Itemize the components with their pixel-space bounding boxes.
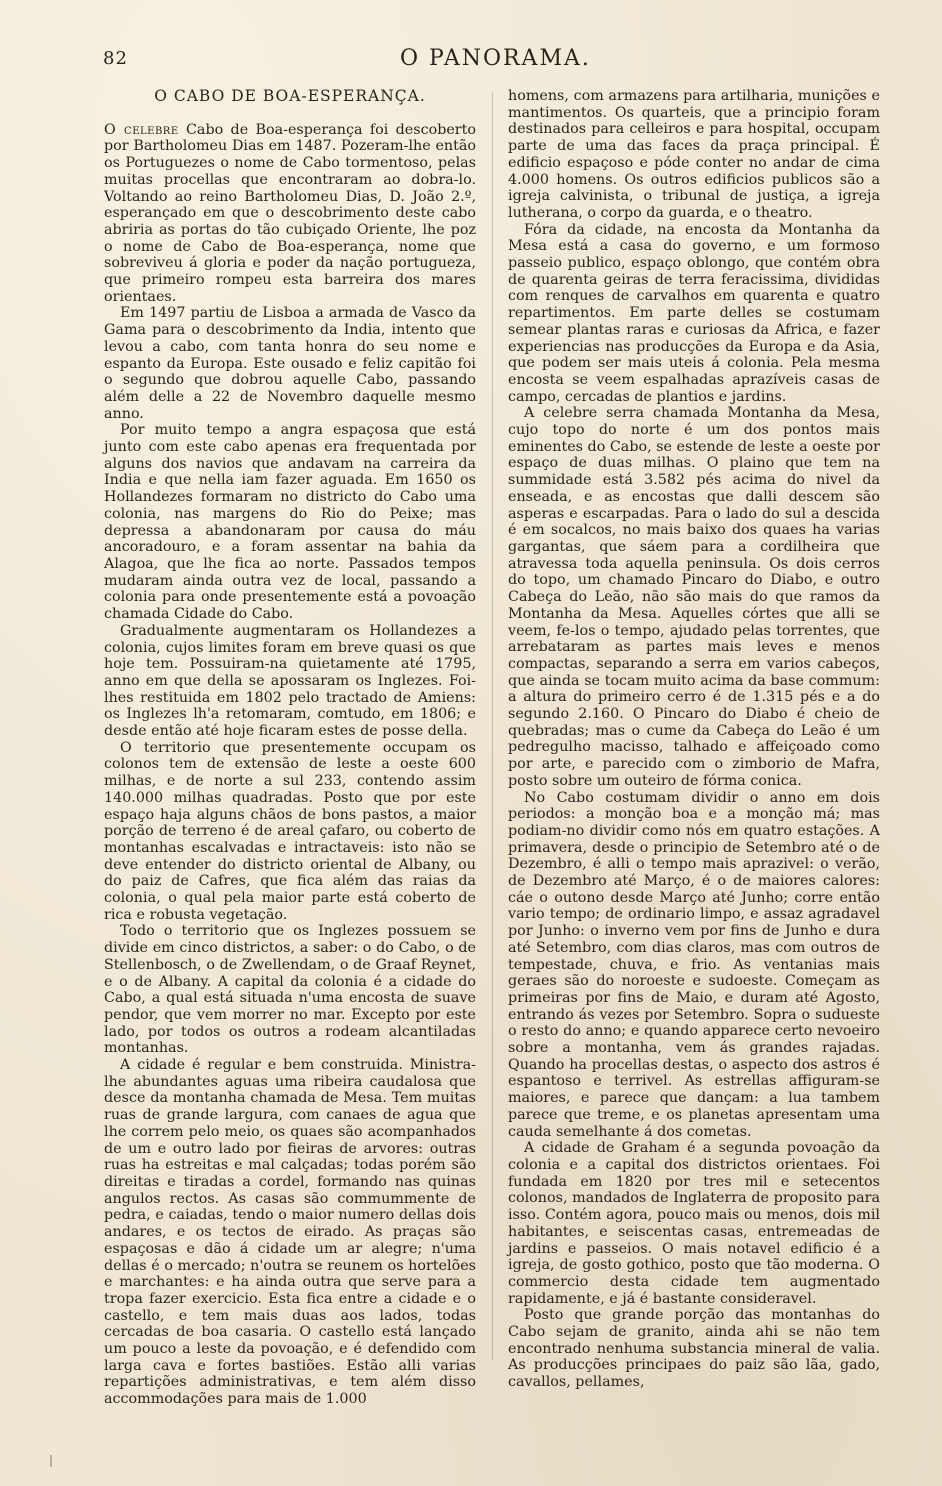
paragraph-text: Cabo de Boa-esperança foi descoberto por Bartholomeu Dias em 1487. Pozeram-lhe então os Portuguezes o nome de Cabo tormentoso, pelas muitas procellas que encontraram ao dobra-lo. Voltando ao reino Bartholomeu Dias, D. João 2.º, esperançado em que o descobrimento deste cabo abriria as portas do tão cubiçado Oriente, lhe poz o nome de Cabo de Boa-esperança, nome que sobreviveu á gloria e poder da nação portugueza, que primeiro rompeu esta barreira dos mares orientaes.	[104, 121, 476, 305]
paragraph: Gradualmente augmentaram os Hollandezes a colonia, cujos limites foram em breve quasi os que hoje tem. Possuiram-na quietamente até 1795, anno em que della se apossaram os Inglezes. Foi-lhes restituida em 1802 pelo tractado de Amiens: os Inglezes lh'a retomaram, comtudo, em 1806; e desde então até hoje ficaram estes de posse della.	[104, 622, 476, 740]
paragraph: A celebre serra chamada Montanha da Mesa, cujo topo do norte é um dos pontos mais eminentes do Cabo, se estende de leste a oeste por espaço de duas milhas. O plaino que tem na summidade está 3.582 pés acima do nivel da enseada, e as encostas que dalli descem são asperas e escarpadas. Para o lado do sul a descida é em socalcos, no mais baixo dos quaes ha varias gargantas, que sáem para a cordilheira que atravessa toda aquella peninsula. Os dois cerros do topo, um chamado Pincaro do Diabo, e outro Cabeça do Leão, não são mais do que ramos da Montanha da Mesa. Aquelles córtes que alli se veem, fe-los o tempo, ajudado pelas torrentes, que arrebataram as partes mais leves e menos compactas, separando a serra em varios cabeços, que ainda se tocam muito acima da base commum: a altura do primeiro cerro é de 1.315 pés e a do segundo 2.160. O Pincaro do Diabo é cheio de quebradas; mas o cume da Cabeça do Leão é um pedregulho macisso, talhado e affeiçoado como por arte, e parecido com o zimborio de Mafra, posto sobre um outeiro de fórma conica.	[508, 405, 880, 789]
paragraph: Fóra da cidade, na encosta da Montanha da Mesa está a casa do governo, e um formoso passeio publico, espaço oblongo, que contém obra de quarenta geiras de terra feracissima, divididas com renques de carvalhos em quarenta e quatro repartimentos. Em parte delles se costumam semear plantas raras e curiosas da Africa, e fazer experiencias nas producções da Europa e da Asia, que podem ser mais uteis á colonia. Pela mesma encosta se veem espalhadas aprazíveis casas de campo, cercadas de plantios e jardins.	[508, 221, 880, 405]
paragraph: Posto que grande porção das montanhas do Cabo sejam de granito, ainda ahi se não tem encontrado nenhuma substancia mineral de valia. As producções principaes do paiz são lãa, gado, cavallos, pellames,	[508, 1307, 880, 1391]
paragraph: Em 1497 partiu de Lisboa a armada de Vasco da Gama para o descobrimento da India, intento que levou a cabo, com tanta honra do seu nome e espanto da Europa. Este ousado e feliz capitão foi o segundo que dobrou aquelle Cabo, passando além delle a 22 de Novembro daquelle mesmo anno.	[104, 305, 476, 422]
lead-word: O celebre	[104, 121, 179, 138]
paragraph: A cidade é regular e bem construida. Ministra-lhe abundantes aguas uma ribeira caudalosa que desce da montanha chamada de Mesa. Tem muitas ruas de grande largura, com canaes de agua que lhe correm pelo meio, os quaes são acompanhados de um e outro lado por fieiras de arvores: outras ruas ha estreitas e mal calçadas; todas porém são direitas e tiradas a cordel, formando nas quinas angulos rectos. As casas são commummente de pedra, e caiadas, tendo o maior numero dellas dois andares, e os tectos de eirado. As praças são espaçosas e dão á cidade um ar alegre; n'uma dellas é o mercado; n'outra se reunem os hortelões e marchantes: e ha ainda outra que serve para a tropa fazer exercicio. Esta fica entre a cidade e o castello, e tem mais duas aos lados, todas cercadas de boa casaria. O castello está lançado um pouco a leste da povoação, e é defendido com larga cava e fortes bastiões. Estão alli varias repartições administrativas, e tem além disso accommodações para mais de 1.000	[104, 1057, 476, 1408]
paragraph: Todo o territorio que os Inglezes possuem se divide em cinco districtos, a saber: o do Cabo, o de Stellenbosch, o de Zwellendam, o de Graaf Reynet, e o de Albany. A capital da colonia é a cidade do Cabo, a qual está situada n'uma encosta de suave pendor, que vem morrer no mar. Excepto por este lado, por todos os outros a rodeam alcantiladas montanhas.	[104, 923, 476, 1057]
margin-mark	[50, 1455, 52, 1467]
paragraph	[104, 122, 476, 306]
paragraph: O territorio que presentemente occupam os colonos tem de extensão de leste a oeste 600 milhas, e de norte a sul 233, contendo assim 140.000 milhas quadradas. Posto que por este espaço haja alguns chãos de bons pastos, a maior porção de terreno é de areal çafaro, ou coberto de montanhas escalvadas e intractaveis: isto não se deve entender do districto oriental de Albany, ou do paiz de Cafres, que fica além das raias da colonia, o qual pela maior parte está coberto de rica e robusta vegetação.	[104, 739, 476, 923]
right-column	[508, 88, 880, 1391]
paragraph-continuation: homens, com armazens para artilharia, munições e mantimentos. Os quarteis, que a principio foram destinados para celleiros e para hospital, occupam parte de uma das faces da praça principal. É edificio espaçoso e póde conter no andar de cima 4.000 homens. Os outros edificios publicos são a igreja calvinista, o tribunal de justiça, a igreja lutherana, o corpo da guarda, e o theatro.	[508, 88, 880, 221]
column-divider	[492, 92, 493, 1360]
article-title: O CABO DE BOA-ESPERANÇA.	[154, 87, 426, 105]
paragraph: A cidade de Graham é a segunda povoação da colonia e a capital dos districtos orientaes. Foi fundada em 1820 por tres mil e setecentos colonos, mandados de Inglaterra de proposito para isso. Contém agora, pouco mais ou menos, dois mil habitantes, e seiscentas casas, entremeadas de jardins e passeios. O mais notavel edificio é a igreja, de gosto gothico, posto que tão moderna. O commercio desta cidade tem augmentado rapidamente, e já é bastante consideravel.	[508, 1140, 880, 1307]
paragraph: No Cabo costumam dividir o anno em dois periodos: a monção boa e a monção má; mas podiam-no dividir como nós em quatro estações. A primavera, desde o principio de Setembro até o de Dezembro, é alli o tempo mais aprazivel: o verão, de Dezembro até Março, é o de maiores calores: cáe o outono desde Março até Junho; corre então vario tempo; de ordinario limpo, e assaz agradavel por Junho: o inverno vem por fins de Junho e dura até Setembro, com dias claros, mas com outros de tempestade, chuva, e frio. As ventanias mais geraes são do noroeste e sudoeste. Começam as primeiras por fins de Maio, e duram até Agosto, entrando ás vezes por Setembro. Sopra o sudueste o resto do anno; e quando apparece certo nevoeiro sobre a montanha, vem ás grandes rajadas. Quando ha procellas destas, o aspecto dos astros é espantoso e terrivel. As estrellas affiguram-se maiores, e parece que dançam: a lua tambem parece que treme, e os planetas apresentam uma cauda semelhante á dos cometas.	[508, 789, 880, 1140]
paragraph: Por muito tempo a angra espaçosa que está junto com este cabo apenas era frequentada por alguns dos navios que andavam na carreira da India e que nella iam fazer aguada. Em 1650 os Hollandezes formaram no districto do Cabo uma colonia, nas margens do Rio do Peixe; mas depressa a abandonaram por causa do máu ancoradouro, e a foram assentar na bahia da Alagoa, que lhe fica ao norte. Passados tempos mudaram ainda outra vez de local, passando a colonia para onde presentemente está a povoação chamada Cidade do Cabo.	[104, 422, 476, 623]
publication-title: O PANORAMA.	[400, 46, 591, 71]
left-column	[104, 88, 476, 1408]
page-number: 82	[103, 48, 128, 69]
